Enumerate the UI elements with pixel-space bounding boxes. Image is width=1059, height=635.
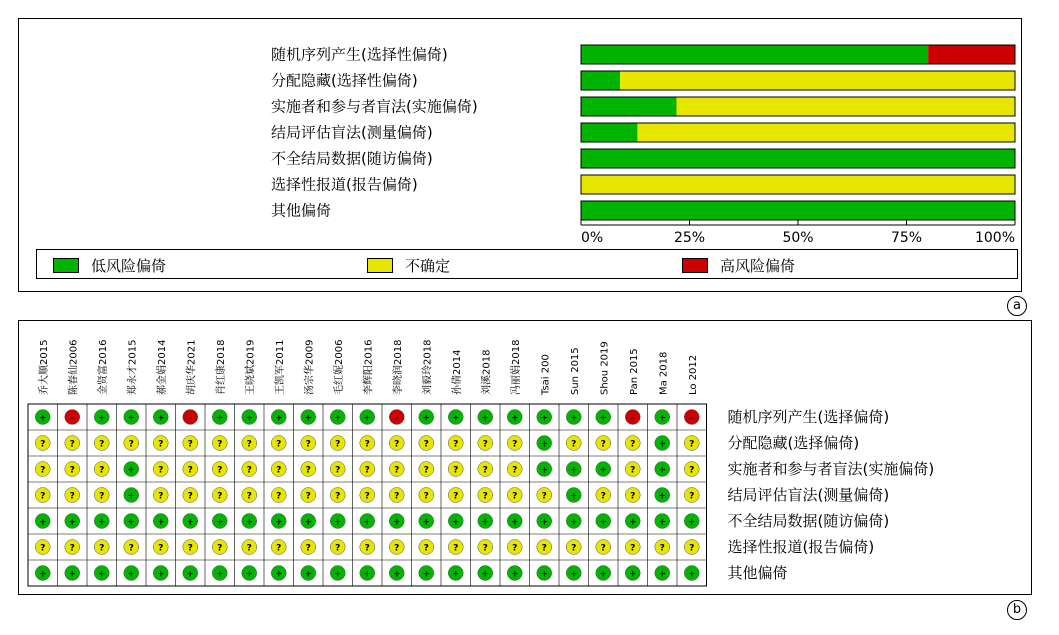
judgement-symbol: ? (689, 439, 695, 450)
judgement-symbol: ? (364, 465, 370, 476)
judgement-symbol: ? (423, 439, 429, 450)
judgement-symbol: + (540, 465, 549, 476)
judgement-symbol: ? (394, 543, 400, 554)
judgement-symbol: ? (600, 543, 606, 554)
judgement-symbol: + (97, 517, 106, 528)
domain-label: 结局评估盲法(测量偏倚) (727, 486, 890, 504)
judgement-symbol: ? (512, 491, 518, 502)
judgement-symbol: + (658, 491, 667, 502)
judgement-symbol: ? (630, 439, 636, 450)
study-label: 王晓斌2019 (245, 339, 257, 395)
legend-label-low: 低风险偏倚 (91, 256, 167, 275)
judgement-symbol: + (215, 517, 224, 528)
judgement-symbol: + (392, 569, 401, 580)
judgement-symbol: ? (541, 491, 547, 502)
judgement-symbol: ? (187, 543, 193, 554)
judgement-symbol: + (599, 569, 608, 580)
judgement-symbol: + (422, 413, 431, 424)
judgement-symbol: + (451, 517, 460, 528)
judgement-symbol: ? (217, 439, 223, 450)
judgement-symbol: ? (600, 439, 606, 450)
judgement-symbol: ? (187, 465, 193, 476)
domain-label: 其他偏倚 (727, 564, 788, 582)
judgement-symbol: ? (364, 491, 370, 502)
judgement-symbol: + (451, 569, 460, 580)
bar-segment-high (928, 45, 1015, 64)
judgement-symbol: ? (99, 439, 105, 450)
legend-swatch-high (682, 258, 708, 273)
judgement-symbol: + (540, 439, 549, 450)
legend (36, 249, 1018, 279)
category-label: 其他偏倚 (271, 201, 332, 220)
risk-of-bias-summary (18, 320, 1032, 595)
judgement-symbol: + (245, 517, 254, 528)
judgement-symbol: ? (305, 465, 311, 476)
risk-of-bias-bar-chart (19, 19, 1021, 247)
judgement-symbol: + (510, 517, 519, 528)
category-label: 选择性报道(报告偏倚) (271, 175, 418, 194)
judgement-symbol: ? (187, 439, 193, 450)
category-label: 随机序列产生(选择性偏倚) (271, 45, 448, 64)
judgement-symbol: ? (394, 439, 400, 450)
judgement-symbol: + (97, 413, 106, 424)
study-label: Shou 2019 (599, 341, 611, 395)
study-label: 乔大顺2015 (38, 339, 50, 395)
judgement-symbol: ? (69, 465, 75, 476)
judgement-symbol: + (245, 413, 254, 424)
judgement-symbol: ? (305, 543, 311, 554)
judgement-symbol: ? (335, 465, 341, 476)
judgement-symbol: + (540, 569, 549, 580)
judgement-symbol: ? (246, 491, 252, 502)
legend-item-unclear (367, 256, 450, 274)
category-label: 实施者和参与者盲法(实施偏倚) (271, 97, 478, 116)
study-label: 陈春仙2006 (68, 339, 80, 395)
judgement-symbol: ? (217, 491, 223, 502)
judgement-symbol: + (363, 517, 372, 528)
judgement-symbol: ? (512, 439, 518, 450)
judgement-symbol: + (97, 569, 106, 580)
judgement-symbol: ? (335, 543, 341, 554)
judgement-symbol: ? (453, 491, 459, 502)
judgement-symbol: + (245, 569, 254, 580)
judgement-symbol: + (658, 517, 667, 528)
domain-label: 分配隐藏(选择偏倚) (727, 434, 860, 452)
risk-of-bias-graph (18, 18, 1022, 292)
study-label: Tsai 200 (540, 354, 552, 395)
judgement-symbol: + (628, 569, 637, 580)
category-label: 结局评估盲法(测量偏倚) (271, 123, 433, 142)
judgement-symbol: ? (69, 491, 75, 502)
judgement-symbol: ? (246, 439, 252, 450)
study-label: 肖红康2018 (215, 339, 227, 395)
judgement-symbol: + (422, 517, 431, 528)
study-label: 刘毅玲2018 (422, 339, 434, 395)
study-label: 王凯军2011 (274, 339, 286, 395)
judgement-symbol: + (333, 413, 342, 424)
x-tick-label: 50% (782, 230, 814, 246)
judgement-symbol: + (628, 517, 637, 528)
judgement-symbol: ? (99, 543, 105, 554)
judgement-symbol: + (68, 569, 77, 580)
judgement-symbol: ? (40, 465, 46, 476)
judgement-symbol: + (658, 569, 667, 580)
judgement-symbol: + (658, 413, 667, 424)
x-tick-label: 75% (890, 230, 923, 246)
judgement-symbol: ? (541, 543, 547, 554)
judgement-symbol: ? (158, 439, 164, 450)
judgement-symbol: + (481, 413, 490, 424)
judgement-symbol: ? (276, 465, 282, 476)
judgement-symbol: - (394, 413, 399, 424)
judgement-symbol: ? (689, 465, 695, 476)
judgement-symbol: ? (482, 543, 488, 554)
judgement-symbol: + (38, 569, 47, 580)
judgement-symbol: ? (512, 543, 518, 554)
judgement-symbol: + (38, 413, 47, 424)
judgement-symbol: ? (99, 465, 105, 476)
judgement-symbol: + (658, 439, 667, 450)
x-tick-label: 100% (974, 230, 1015, 246)
judgement-symbol: + (215, 569, 224, 580)
panel-label-a: a (1007, 296, 1027, 316)
bar-segment-low (581, 45, 928, 64)
category-label: 不全结局数据(随访偏倚) (271, 149, 433, 168)
judgement-symbol: + (392, 517, 401, 528)
panel-label-b: b (1007, 600, 1027, 620)
study-label: Pan 2015 (628, 348, 640, 395)
judgement-symbol: ? (600, 491, 606, 502)
judgement-symbol: + (569, 413, 578, 424)
study-label: 郝金娟2014 (156, 339, 168, 395)
judgement-symbol: ? (69, 543, 75, 554)
category-label: 分配隐藏(选择性偏倚) (271, 71, 418, 90)
judgement-symbol: + (304, 569, 313, 580)
study-label: Sun 2015 (569, 347, 581, 395)
judgement-symbol: ? (187, 491, 193, 502)
study-label: 冯丽娟2018 (510, 339, 522, 395)
judgement-symbol: ? (40, 439, 46, 450)
bar-segment-unclear (620, 71, 1015, 90)
judgement-symbol: - (188, 413, 193, 424)
judgement-symbol: ? (335, 439, 341, 450)
judgement-symbol: + (127, 569, 136, 580)
judgement-symbol: + (186, 569, 195, 580)
bar-segment-low (581, 97, 676, 116)
judgement-symbol: + (127, 517, 136, 528)
legend-label-unclear: 不确定 (405, 256, 451, 275)
judgement-symbol: ? (689, 543, 695, 554)
judgement-symbol: + (540, 413, 549, 424)
judgement-symbol: + (333, 517, 342, 528)
legend-swatch-low (53, 258, 79, 273)
bar-segment-low (581, 149, 1015, 168)
judgement-symbol: ? (276, 439, 282, 450)
judgement-symbol: + (127, 465, 136, 476)
x-tick-label: 0% (581, 230, 604, 246)
study-label: 毛红妮2006 (333, 339, 345, 395)
judgement-symbol: ? (482, 491, 488, 502)
judgement-symbol: + (215, 413, 224, 424)
judgement-symbol: + (569, 491, 578, 502)
judgement-symbol: + (68, 517, 77, 528)
judgement-symbol: + (481, 569, 490, 580)
judgement-symbol: + (481, 517, 490, 528)
judgement-symbol: ? (571, 439, 577, 450)
judgement-symbol: ? (453, 465, 459, 476)
judgement-symbol: + (156, 413, 165, 424)
domain-label: 选择性报道(报告偏倚) (727, 538, 875, 556)
domain-label: 不全结局数据(随访偏倚) (727, 512, 890, 530)
judgement-symbol: ? (40, 491, 46, 502)
study-label: Lo 2012 (687, 354, 699, 395)
judgement-symbol: + (510, 569, 519, 580)
bar-segment-low (581, 71, 620, 90)
study-label: 胡庆华2021 (186, 339, 198, 395)
judgement-symbol: + (274, 569, 283, 580)
judgement-symbol: + (304, 517, 313, 528)
judgement-symbol: + (569, 517, 578, 528)
judgement-symbol: + (599, 465, 608, 476)
judgement-symbol: + (687, 569, 696, 580)
risk-of-bias-summary-table (19, 321, 1031, 594)
study-label: 金贤富2016 (97, 339, 109, 395)
legend-item-high (682, 256, 795, 274)
judgement-symbol: - (630, 413, 635, 424)
judgement-symbol: ? (128, 439, 134, 450)
study-label: Ma 2018 (658, 351, 670, 395)
judgement-symbol: + (363, 413, 372, 424)
judgement-symbol: ? (512, 465, 518, 476)
bar-segment-unclear (676, 97, 1015, 116)
domain-label: 实施者和参与者盲法(实施偏倚) (727, 460, 935, 478)
judgement-symbol: ? (276, 543, 282, 554)
judgement-symbol: ? (246, 543, 252, 554)
judgement-symbol: ? (689, 491, 695, 502)
study-label: 孙倩2014 (451, 349, 463, 395)
judgement-symbol: ? (128, 543, 134, 554)
judgement-symbol: ? (423, 543, 429, 554)
judgement-symbol: - (70, 413, 75, 424)
judgement-symbol: ? (158, 543, 164, 554)
judgement-symbol: ? (453, 439, 459, 450)
judgement-symbol: ? (423, 491, 429, 502)
judgement-symbol: + (569, 465, 578, 476)
judgement-symbol: + (333, 569, 342, 580)
judgement-symbol: ? (335, 491, 341, 502)
judgement-symbol: ? (453, 543, 459, 554)
legend-swatch-unclear (367, 258, 393, 273)
judgement-symbol: ? (99, 491, 105, 502)
judgement-symbol: ? (394, 465, 400, 476)
judgement-symbol: + (658, 465, 667, 476)
judgement-symbol: + (304, 413, 313, 424)
study-label: 李辉阳2016 (363, 339, 375, 395)
study-label: 郑永才2015 (127, 339, 139, 395)
judgement-symbol: ? (276, 491, 282, 502)
judgement-symbol: ? (571, 543, 577, 554)
judgement-symbol: ? (630, 465, 636, 476)
judgement-symbol: + (127, 491, 136, 502)
judgement-symbol: + (363, 569, 372, 580)
legend-label-high: 高风险偏倚 (720, 256, 796, 275)
study-label: 刘溪2018 (481, 349, 493, 395)
bar-segment-low (581, 123, 637, 142)
judgement-symbol: + (599, 413, 608, 424)
judgement-symbol: ? (364, 439, 370, 450)
judgement-symbol: ? (630, 543, 636, 554)
judgement-symbol: + (422, 569, 431, 580)
judgement-symbol: ? (217, 543, 223, 554)
judgement-symbol: + (156, 517, 165, 528)
judgement-symbol: ? (482, 439, 488, 450)
study-label: 汤宗华2009 (304, 339, 316, 395)
judgement-symbol: + (569, 569, 578, 580)
bar-segment-unclear (581, 175, 1015, 194)
bar-segment-low (581, 201, 1015, 220)
judgement-symbol: + (451, 413, 460, 424)
judgement-symbol: + (599, 517, 608, 528)
judgement-symbol: + (510, 413, 519, 424)
bar-segment-unclear (637, 123, 1015, 142)
judgement-symbol: ? (246, 465, 252, 476)
judgement-symbol: ? (217, 465, 223, 476)
judgement-symbol: - (689, 413, 694, 424)
judgement-symbol: + (127, 413, 136, 424)
judgement-symbol: ? (158, 465, 164, 476)
judgement-symbol: ? (394, 491, 400, 502)
judgement-symbol: + (274, 413, 283, 424)
judgement-symbol: ? (423, 465, 429, 476)
judgement-symbol: + (38, 517, 47, 528)
judgement-symbol: ? (482, 465, 488, 476)
judgement-symbol: ? (630, 491, 636, 502)
judgement-symbol: + (156, 569, 165, 580)
legend-item-low (53, 256, 166, 274)
judgement-symbol: ? (158, 491, 164, 502)
judgement-symbol: ? (40, 543, 46, 554)
judgement-symbol: + (186, 517, 195, 528)
judgement-symbol: ? (305, 491, 311, 502)
x-tick-label: 25% (673, 230, 706, 246)
judgement-symbol: ? (364, 543, 370, 554)
judgement-symbol: + (540, 517, 549, 528)
judgement-symbol: ? (69, 439, 75, 450)
judgement-symbol: + (274, 517, 283, 528)
study-label: 李晓润2018 (392, 339, 404, 395)
judgement-symbol: + (687, 517, 696, 528)
judgement-symbol: ? (659, 543, 665, 554)
domain-label: 随机序列产生(选择偏倚) (727, 408, 890, 426)
judgement-symbol: ? (305, 439, 311, 450)
